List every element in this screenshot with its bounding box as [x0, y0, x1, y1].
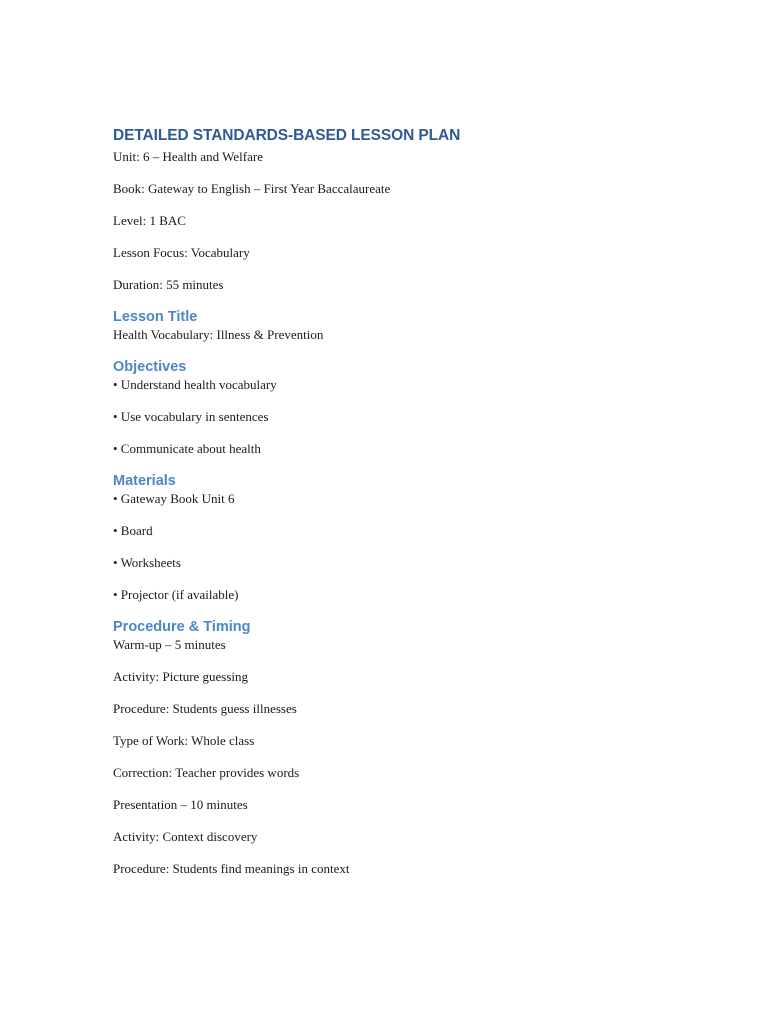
section-line: • Understand health vocabulary [113, 377, 277, 392]
section-heading: Procedure & Timing [113, 619, 251, 635]
section-lesson-title [113, 308, 713, 358]
intro-line: Unit: 6 – Health and Welfare [113, 149, 263, 164]
section-line: Correction: Teacher provides words [113, 765, 300, 780]
section-line: Health Vocabulary: Illness & Prevention [113, 327, 324, 342]
section-line: Type of Work: Whole class [113, 733, 255, 748]
intro-line: Duration: 55 minutes [113, 277, 224, 292]
section-line: Activity: Picture guessing [113, 669, 249, 684]
sections-container [113, 308, 713, 878]
section-line: Procedure: Students find meanings in context [113, 861, 350, 876]
intro-line: Book: Gateway to English – First Year Baccalaureate [113, 181, 391, 196]
document-page [113, 124, 713, 878]
section-line: • Gateway Book Unit 6 [113, 491, 235, 506]
section-line: • Communicate about health [113, 441, 261, 456]
intro-block [113, 148, 713, 308]
section-line: Procedure: Students guess illnesses [113, 701, 297, 716]
intro-line: Level: 1 BAC [113, 213, 186, 228]
section-line: Warm-up – 5 minutes [113, 637, 226, 652]
section-materials [113, 472, 713, 618]
section-objectives [113, 358, 713, 472]
section-procedure-timing [113, 618, 713, 878]
section-heading: Materials [113, 473, 176, 489]
document-title: DETAILED STANDARDS-BASED LESSON PLAN [113, 127, 461, 144]
section-line: • Use vocabulary in sentences [113, 409, 269, 424]
section-line: Presentation – 10 minutes [113, 797, 248, 812]
section-line: • Board [113, 523, 153, 538]
section-heading: Objectives [113, 359, 187, 375]
intro-line: Lesson Focus: Vocabulary [113, 245, 250, 260]
section-line: Activity: Context discovery [113, 829, 258, 844]
section-line: • Worksheets [113, 555, 181, 570]
section-heading: Lesson Title [113, 309, 198, 325]
section-line: • Projector (if available) [113, 587, 239, 602]
